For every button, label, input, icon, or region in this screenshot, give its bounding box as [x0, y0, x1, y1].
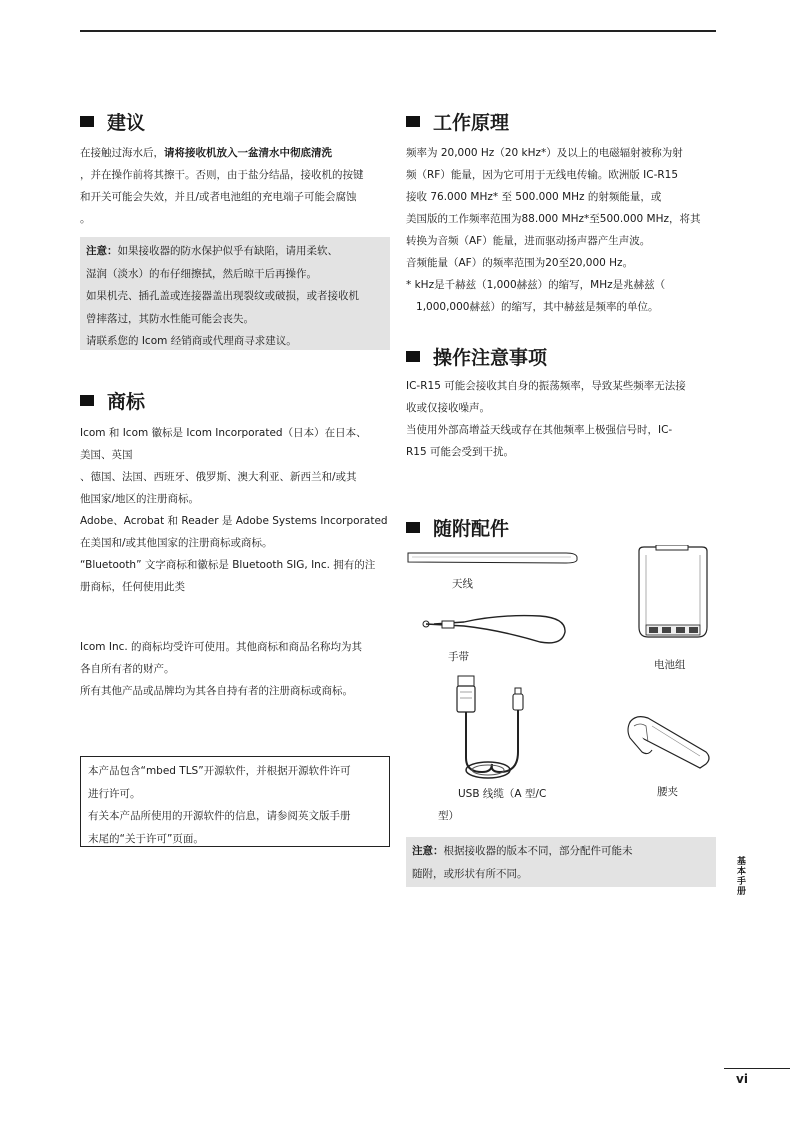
battery-pack-illustration [636, 545, 710, 645]
square-bullet-icon [406, 351, 420, 362]
principle-body [406, 142, 701, 318]
antenna-caption: 天线 [452, 578, 473, 590]
strap-caption: 手带 [448, 651, 469, 663]
usb-caption-line1: USB 线缆（A 型/C [458, 788, 547, 800]
principle-line: * kHz是千赫兹（1,000赫兹）的缩写，MHz是兆赫兹（ [406, 279, 666, 291]
note-line: 注意：如果接收器的防水保护似乎有缺陷，请用柔软、 [86, 245, 338, 257]
license-line: 末尾的“关于许可”页面。 [88, 832, 204, 845]
antenna-illustration [406, 548, 580, 570]
note-line: 湿润（淡水）的布仔细擦拭，然后晾干后再操作。 [86, 267, 317, 280]
note-line: 如果机壳、插孔盖或连接器盖出现裂纹或破损，或者接收机 [86, 290, 359, 302]
recommendation-line: 在接触过海水后，请将接收机放入一盆清水中彻底清洗 [80, 147, 332, 159]
recommendation-body [80, 142, 364, 230]
top-rule [80, 30, 716, 32]
clip-caption: 腰夹 [657, 786, 678, 798]
principle-line: 1,000,000赫兹）的缩写，其中赫兹是频率的单位。 [406, 301, 659, 313]
usb-cable-illustration [452, 672, 532, 784]
license-box [80, 756, 390, 847]
trademark-line: Icom 和 Icom 徽标是 Icom Incorporated（日本）在日本、 [80, 427, 367, 439]
trademark-line: 他国家/地区的注册商标。 [80, 493, 200, 505]
trademark-body [80, 422, 388, 598]
principle-line: 音频能量（AF）的频率范围为20至20,000 Hz。 [406, 257, 634, 269]
usb-caption-line2: 型） [438, 810, 459, 822]
section-title-recommendation: 建议 [80, 108, 145, 135]
caution-line: 当使用外部高增益天线或存在其他频率上极强信号时，IC- [406, 424, 673, 436]
trademark-line: 美国、英国 [80, 449, 133, 461]
recommendation-note [80, 237, 390, 350]
principle-line: 转换为音频（AF）能量，进而驱动扬声器产生声波。 [406, 235, 651, 247]
page-number: vi [736, 1072, 748, 1086]
section-title-caution: 操作注意事项 [406, 343, 547, 370]
recommendation-line: 和开关可能会失效，并且/或者电池组的充电端子可能会腐蚀 [80, 191, 357, 203]
square-bullet-icon [406, 522, 420, 533]
note-line: 注意：根据接收器的版本不同，部分配件可能未 [412, 845, 633, 857]
hand-strap-illustration [420, 602, 570, 648]
principle-line: 美国版的工作频率范围为88.000 MHz*至500.000 MHz，将其 [406, 213, 701, 225]
license-line: 有关本产品所使用的开源软件的信息，请参阅英文版手册 [88, 810, 351, 822]
trademark-line: “Bluetooth” 文字商标和徽标是 Bluetooth SIG, Inc. 拥有的注 [80, 559, 376, 571]
bottom-rule [724, 1068, 790, 1069]
section-title-principle: 工作原理 [406, 108, 509, 135]
trademark-body-2 [80, 636, 362, 702]
trademark-line: 所有其他产品或品牌均为其各自持有者的注册商标或商标。 [80, 685, 353, 697]
principle-line: 频率为 20,000 Hz（20 kHz*）及以上的电磁辐射被称为射 [406, 147, 683, 159]
recommendation-line: ，并在操作前将其擦干。否则，由于盐分结晶，接收机的按键 [80, 169, 364, 181]
note-line: 随附，或形状有所不同。 [412, 867, 528, 880]
square-bullet-icon [80, 116, 94, 127]
square-bullet-icon [406, 116, 420, 127]
accessories-note [406, 837, 716, 887]
trademark-line: 、德国、法国、西班牙、俄罗斯、澳大利亚、新西兰和/或其 [80, 471, 357, 483]
recommendation-line: 。 [80, 213, 91, 225]
section-title-accessories: 随附配件 [406, 514, 509, 541]
license-line: 本产品包含“mbed TLS”开源软件，并根据开源软件许可 [88, 765, 351, 777]
trademark-line: Icom Inc. 的商标均受许可使用。其他商标和商品名称均为其 [80, 641, 363, 653]
trademark-line: 各自所有者的财产。 [80, 663, 175, 675]
caution-line: IC-R15 可能会接收其自身的振荡频率，导致某些频率无法接 [406, 380, 686, 392]
caution-line: 收或仅接收噪声。 [406, 402, 490, 414]
principle-line: 接收 76.000 MHz* 至 500.000 MHz 的射频能量，或 [406, 191, 662, 203]
caution-line: R15 可能会受到干扰。 [406, 446, 514, 458]
license-line: 进行许可。 [88, 787, 141, 800]
note-line: 请联系您的 Icom 经销商或代理商寻求建议。 [86, 335, 297, 347]
belt-clip-illustration [622, 712, 714, 774]
caution-body [406, 375, 686, 463]
note-line: 曾摔落过，其防水性能可能会丧失。 [86, 312, 254, 325]
trademark-line: Adobe、Acrobat 和 Reader 是 Adobe Systems Incorporated [80, 515, 388, 527]
principle-line: 频（RF）能量，因为它可用于无线电传输。欧洲版 IC-R15 [406, 169, 679, 181]
trademark-line: 册商标，任何使用此类 [80, 581, 185, 593]
trademark-line: 在美国和/或其他国家的注册商标或商标。 [80, 537, 273, 549]
square-bullet-icon [80, 395, 94, 406]
side-tab: 基本手册 [735, 856, 745, 896]
section-title-trademark: 商标 [80, 387, 145, 414]
battery-caption: 电池组 [654, 659, 686, 671]
